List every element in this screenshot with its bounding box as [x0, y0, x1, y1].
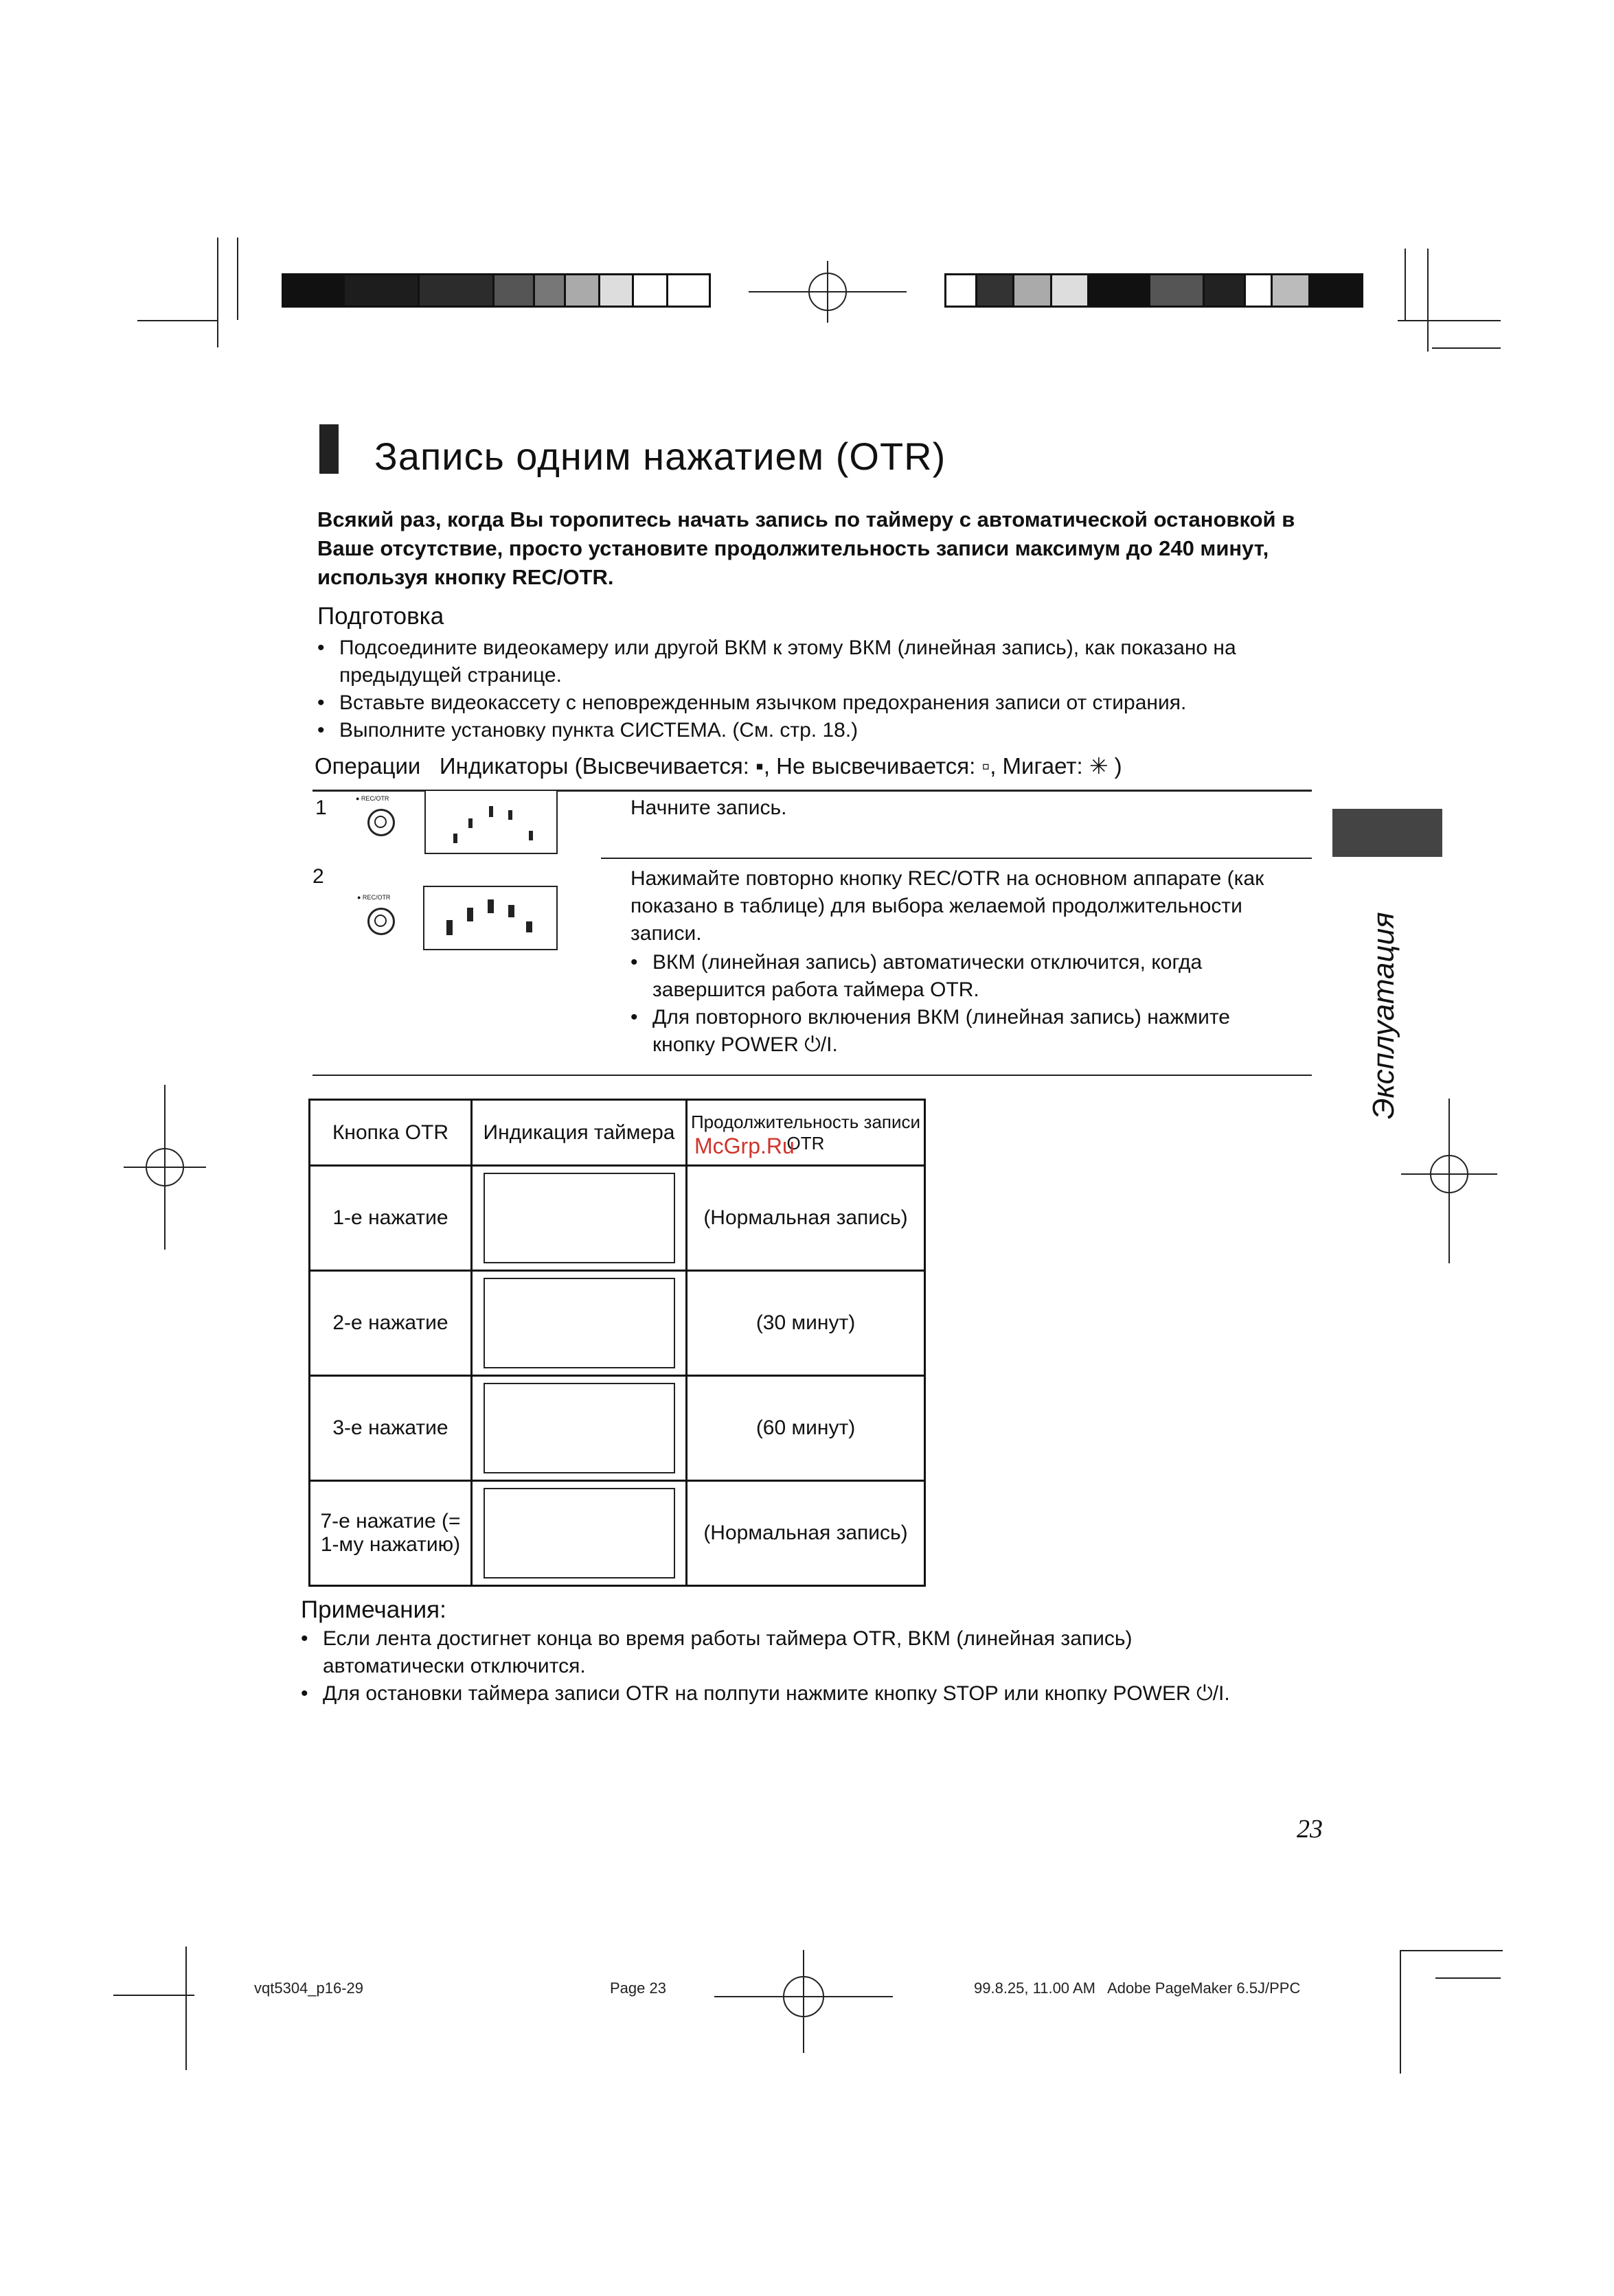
registration-mark-top — [749, 261, 907, 323]
table-row — [310, 1271, 925, 1376]
step-text: Начните запись. — [630, 796, 787, 819]
indicator-cell — [472, 1271, 687, 1376]
registration-mark-bottom — [714, 1950, 893, 2053]
page-number: 23 — [1297, 1815, 1323, 1844]
registration-mark-right — [1401, 1099, 1497, 1263]
timer-display — [424, 790, 558, 854]
col-header-indicator: Индикация таймера — [472, 1100, 687, 1166]
indicator-cell — [472, 1166, 687, 1271]
step-bullet: • ВКМ (линейная запись) автоматически отключится, когда завершится работа таймера OTR. — [630, 949, 1290, 1004]
footer-file: vqt5304_p16-29 — [254, 1979, 364, 1997]
press-cell: 7-е нажатие (= 1-му нажатию) — [310, 1481, 472, 1586]
preparation-item: • Подсоедините видеокамеру или другой ВКМ к этому ВКМ (линейная запись), как показано на предыдущей странице. — [317, 634, 1306, 689]
table-row — [310, 1376, 925, 1481]
rec-otr-label: ● REC/OTR — [357, 894, 391, 901]
duration-cell: (30 минут) — [687, 1271, 925, 1376]
intro-paragraph: Всякий раз, когда Вы торопитесь начать запись по таймеру с автоматической остановкой в Ваше отсутствие, просто установите продолжительность записи максимум до 240 минут, используя кнопку REC/OTR. — [317, 507, 1295, 589]
page-title: Запись одним нажатием (OTR) — [374, 435, 946, 478]
preparation-list — [317, 634, 1306, 744]
operations-heading: Операции Индикаторы (Высвечивается: ▪, Не высвечивается: ▫, Мигает: ✳ ) — [315, 753, 1122, 779]
timer-display — [423, 886, 558, 950]
step-extra: • Для повторного включения ВКМ (линейная запись) нажмите кнопку POWER ⏻/I. — [630, 1004, 1290, 1059]
table-row — [310, 1166, 925, 1271]
note-item: • Если лента достигнет конца во время работы таймера OTR, ВКМ (линейная запись) автоматически отключится. — [301, 1625, 1276, 1680]
notes-heading: Примечания: — [301, 1596, 446, 1623]
press-cell: 2-е нажатие — [310, 1271, 472, 1376]
timer-display — [484, 1383, 675, 1473]
duration-header-text: Продолжительность записи OTR — [690, 1111, 921, 1153]
note-item: • Для остановки таймера записи OTR на полпути нажмите кнопку STOP или кнопку POWER ⏻/I. — [301, 1680, 1276, 1708]
table-row — [310, 1481, 925, 1586]
operations-bottom-rule — [312, 1075, 1312, 1076]
color-bar-right — [944, 273, 1363, 308]
side-tab-label: Эксплуатация — [1367, 912, 1400, 1119]
watermark: McGrp.Ru — [694, 1134, 795, 1158]
registration-mark-left — [124, 1085, 206, 1250]
duration-cell: (Нормальная запись) — [687, 1481, 925, 1586]
duration-cell: (60 минут) — [687, 1376, 925, 1481]
side-tab-block — [1332, 809, 1442, 857]
footer-stamp: 99.8.25, 11.00 AM Adobe PageMaker 6.5J/PPC — [974, 1979, 1301, 1997]
rec-otr-label: ● REC/OTR — [356, 795, 389, 802]
step-divider — [601, 858, 1312, 859]
otr-table — [308, 1099, 926, 1587]
indicator-cell — [472, 1376, 687, 1481]
col-header-button: Кнопка OTR — [310, 1100, 472, 1166]
press-cell: 3-е нажатие — [310, 1376, 472, 1481]
preparation-heading: Подготовка — [317, 603, 444, 630]
timer-display — [484, 1488, 675, 1578]
rec-otr-button[interactable] — [367, 809, 395, 836]
press-cell: 1-е нажатие — [310, 1166, 472, 1271]
col-header-duration — [687, 1100, 925, 1166]
preparation-item: • Выполните установку пункта СИСТЕМА. (См. стр. 18.) — [317, 717, 1306, 744]
notes-list — [301, 1625, 1276, 1708]
color-bar-left — [282, 273, 711, 308]
rec-otr-button[interactable] — [367, 908, 395, 935]
step-number: 2 — [312, 865, 324, 888]
preparation-item: • Вставьте видеокассету с неповрежденным язычком предохранения записи от стирания. — [317, 689, 1306, 717]
footer-page: Page 23 — [610, 1979, 666, 1997]
step-number: 1 — [315, 796, 327, 819]
duration-cell: (Нормальная запись) — [687, 1166, 925, 1271]
timer-display — [484, 1278, 675, 1368]
timer-display — [484, 1173, 675, 1263]
step-text: Нажимайте повторно кнопку REC/OTR на основном аппарате (как показано в таблице) для выбора желаемой продолжительности записи. — [630, 867, 1264, 945]
step-note — [630, 949, 1290, 1059]
title-marker — [319, 424, 339, 474]
indicator-cell — [472, 1481, 687, 1586]
